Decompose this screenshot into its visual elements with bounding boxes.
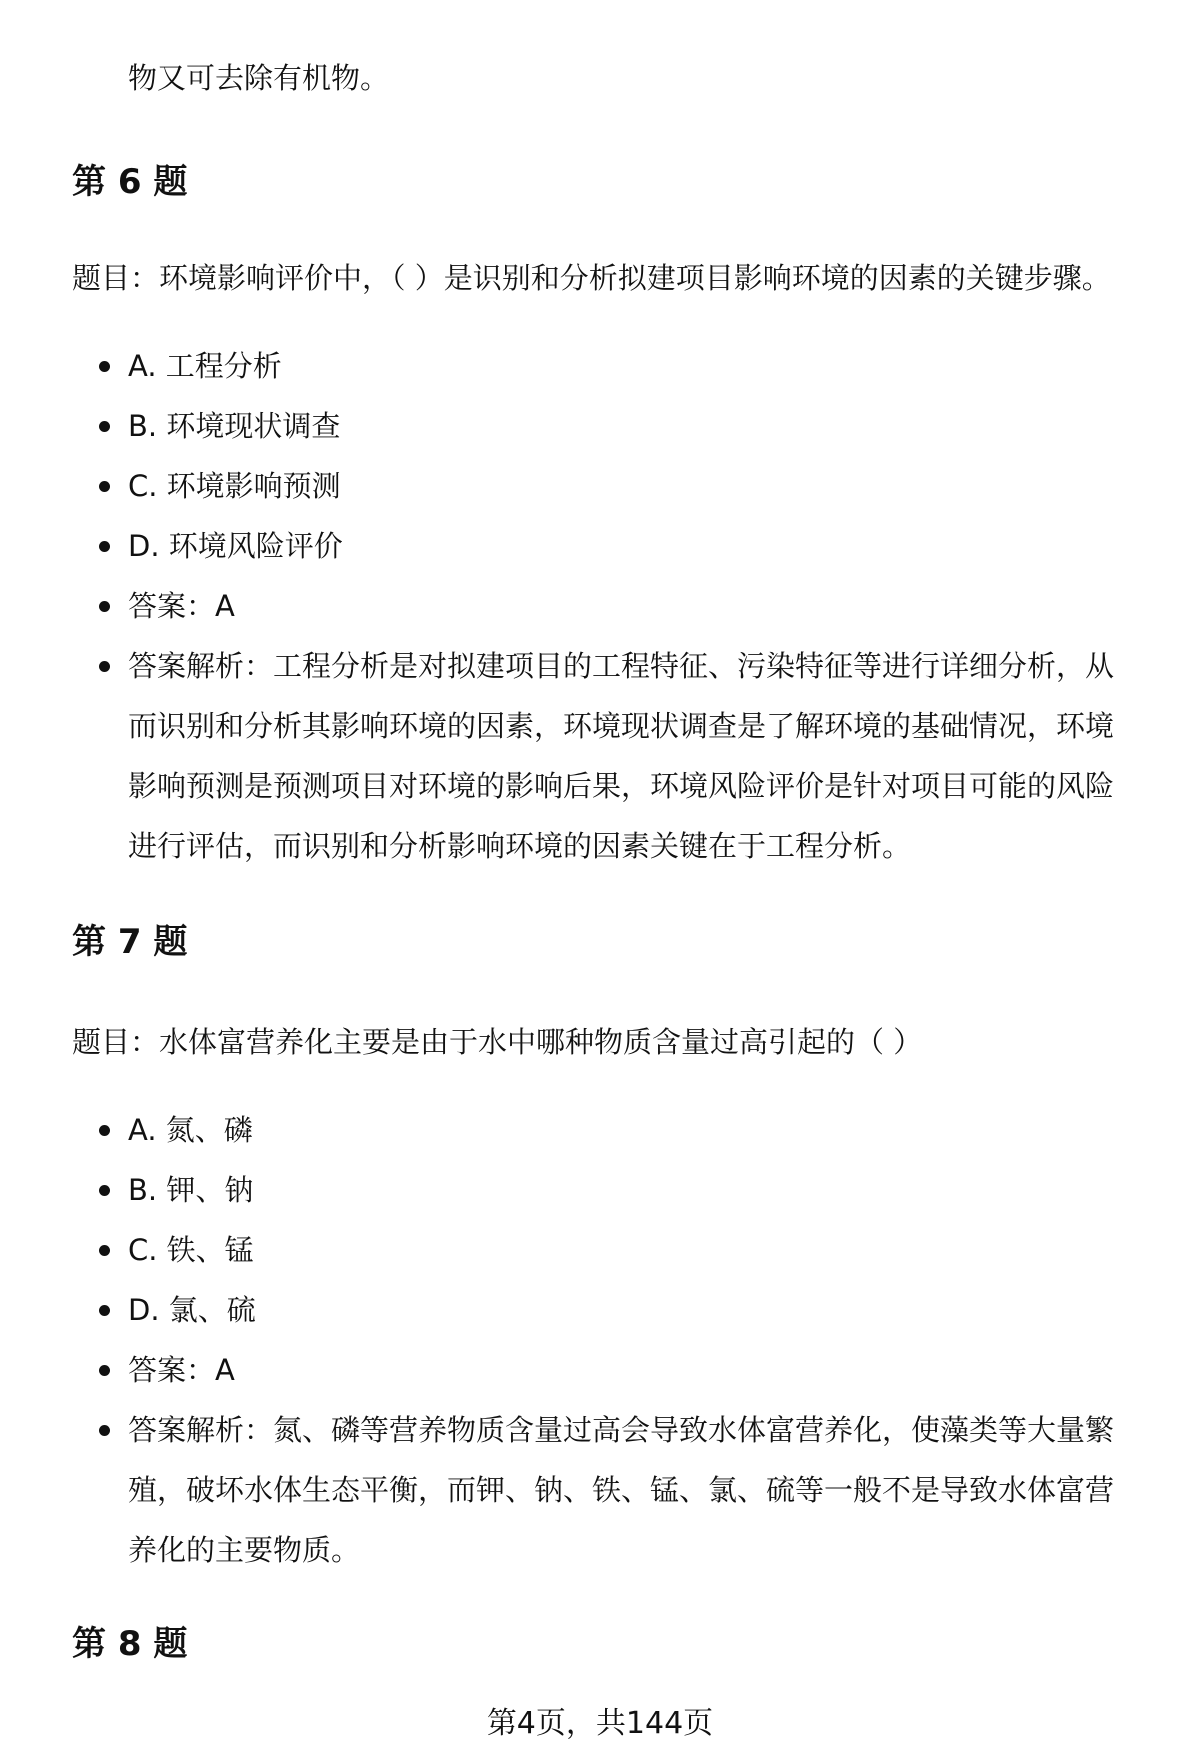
option-text: A. 工程分析 [128, 349, 282, 383]
option-c [72, 456, 1142, 516]
question-7-options [72, 1100, 1142, 1580]
option-text: A. 氮、磷 [128, 1113, 253, 1147]
bullet-icon [99, 1305, 110, 1316]
bullet-icon [99, 661, 110, 672]
answer-text: 答案：A [128, 1353, 235, 1387]
bullet-icon [99, 1425, 110, 1436]
question-6-stem: 题目：环境影响评价中，（ ）是识别和分析拟建项目影响环境的因素的关键步骤。 [72, 261, 1111, 295]
question-8-heading: 第 8 题 [72, 1624, 188, 1664]
bullet-icon [99, 421, 110, 432]
option-b [72, 396, 1142, 456]
continuation-text: 物又可去除有机物。 [128, 61, 390, 95]
bullet-icon [99, 1245, 110, 1256]
option-text: D. 氯、硫 [128, 1293, 256, 1327]
bullet-icon [99, 1365, 110, 1376]
option-text: C. 铁、锰 [128, 1233, 254, 1267]
option-a [72, 1100, 1142, 1160]
answer-item [72, 1340, 1142, 1400]
option-text: C. 环境影响预测 [128, 469, 341, 503]
explanation-text: 答案解析：工程分析是对拟建项目的工程特征、污染特征等进行详细分析，从而识别和分析其影响环境的因素，环境现状调查是了解环境的基础情况，环境影响预测是预测项目对环境的影响后果，环境风险评价是针对项目可能的风险进行评估，而识别和分析影响环境的因素关键在于工程分析。 [128, 649, 1115, 863]
option-text: D. 环境风险评价 [128, 529, 343, 563]
explanation-item [72, 636, 1142, 876]
answer-item [72, 576, 1142, 636]
bullet-icon [99, 1125, 110, 1136]
option-d [72, 1280, 1142, 1340]
option-c [72, 1220, 1142, 1280]
option-text: B. 环境现状调查 [128, 409, 341, 443]
bullet-icon [99, 541, 110, 552]
question-6-options [72, 336, 1142, 876]
option-text: B. 钾、钠 [128, 1173, 254, 1207]
explanation-text: 答案解析：氮、磷等营养物质含量过高会导致水体富营养化，使藻类等大量繁殖，破坏水体生态平衡，而钾、钠、铁、锰、氯、硫等一般不是导致水体富营养化的主要物质。 [128, 1413, 1115, 1567]
option-d [72, 516, 1142, 576]
bullet-icon [99, 1185, 110, 1196]
bullet-icon [99, 481, 110, 492]
page-number-footer: 第4页，共144页 [486, 1706, 714, 1741]
bullet-icon [99, 601, 110, 612]
explanation-item [72, 1400, 1142, 1580]
bullet-icon [99, 361, 110, 372]
answer-text: 答案：A [128, 589, 235, 623]
option-a [72, 336, 1142, 396]
option-b [72, 1160, 1142, 1220]
question-6-heading: 第 6 题 [72, 162, 188, 202]
question-7-heading: 第 7 题 [72, 922, 188, 962]
question-7-stem: 题目：水体富营养化主要是由于水中哪种物质含量过高引起的（ ） [72, 1025, 923, 1059]
